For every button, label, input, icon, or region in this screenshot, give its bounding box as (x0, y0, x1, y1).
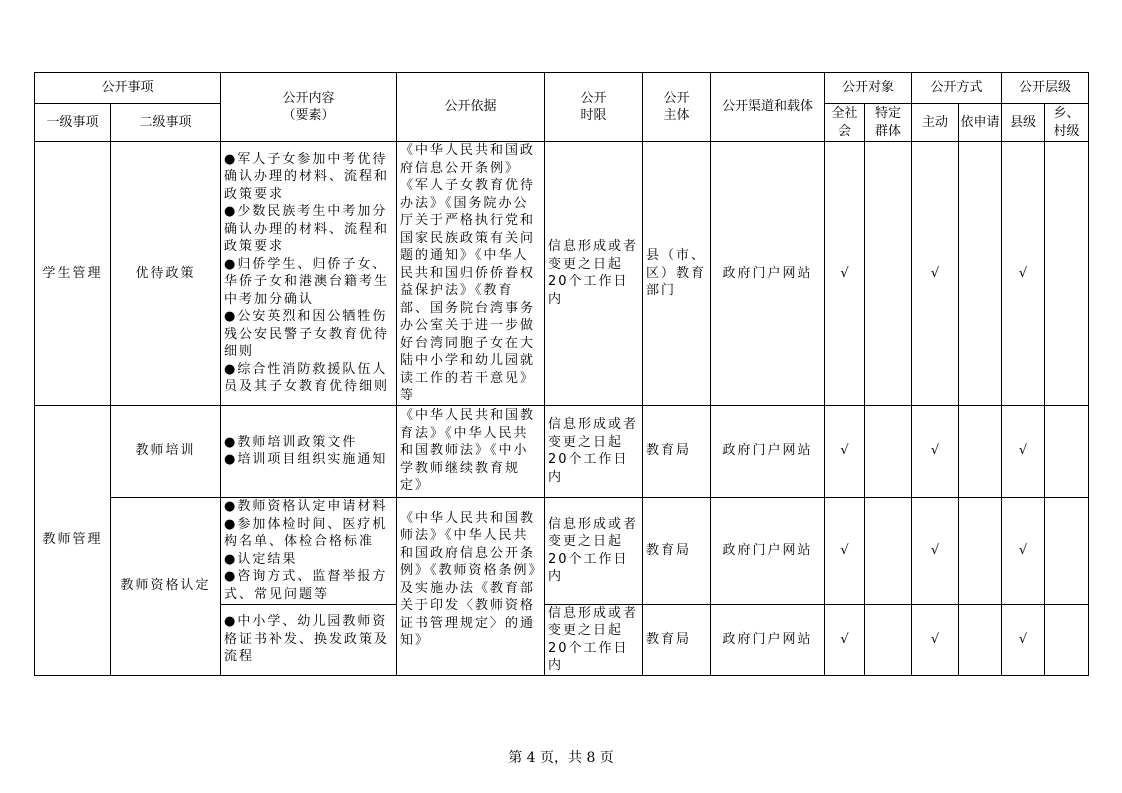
r4-yishenqing-check (959, 604, 1002, 675)
r3-xianji-check: √ (1002, 497, 1045, 604)
disclosure-table (34, 72, 1089, 676)
header-xianji: 县级 (1002, 104, 1045, 142)
header-xiangcun: 乡、 村级 (1045, 104, 1089, 142)
r4-neirong: ●中小学、幼儿园教师资格证书补发、换发政策及流程 (221, 604, 397, 675)
r2-xiangcun-check (1045, 405, 1089, 497)
header-teding: 特定 群体 (865, 104, 912, 142)
table-row (35, 142, 1089, 406)
r1-qudao: 政府门户网站 (711, 142, 825, 406)
header-erji: 二级事项 (111, 104, 221, 142)
r3-zhuti: 教育局 (643, 497, 711, 604)
r3-shixian: 信息形成或者变更之日起20个工作日内 (545, 497, 643, 604)
header-yiju: 公开依据 (397, 73, 545, 142)
table-row (35, 405, 1089, 497)
r1-zhudong-check: √ (912, 142, 959, 406)
header-yishenqing: 依申请 (959, 104, 1002, 142)
r3-qudao: 政府门户网站 (711, 497, 825, 604)
r1-quanshehui-check: √ (825, 142, 865, 406)
header-gongkai-shixiang: 公开事项 (35, 73, 221, 104)
r2-neirong: ●教师培训政策文件 ●培训项目组织实施通知 (221, 405, 397, 497)
r3-xiangcun-check (1045, 497, 1089, 604)
r4-xiangcun-check (1045, 604, 1089, 675)
r2-qudao: 政府门户网站 (711, 405, 825, 497)
header-yiji: 一级事项 (35, 104, 111, 142)
r1-xiangcun-check (1045, 142, 1089, 406)
header-fangshi: 公开方式 (912, 73, 1002, 104)
header-zhuti: 公开 主体 (643, 73, 711, 142)
r1-yiju: 《中华人民共和国政府信息公开条例》《军人子女教育优待办法》《国务院办公厅关于严格执行党和国家民族政策有关问题的通知》《中华人民共和国归侨侨眷权益保护法》《教育部、国务院台湾事务办公室关于进一步做好台湾同胞子女在大陆中小学和幼儿园就读工作的若干意见》等 (397, 142, 545, 406)
r1-erji: 优待政策 (111, 142, 221, 406)
r2-erji: 教师培训 (111, 405, 221, 497)
r3-zhudong-check: √ (912, 497, 959, 604)
r1-neirong: ●军人子女参加中考优待确认办理的材料、流程和政策要求 ●少数民族考生中考加分确认办理的材料、流程和政策要求 ●归侨学生、归侨子女、华侨子女和港澳台籍考生中考加分确认 ●公安英烈和因公牺牲伤残公安民警子女教育优待细则 ●综合性消防救援队伍人员及其子女教育优待细则 (221, 142, 397, 406)
header-qudao: 公开渠道和载体 (711, 73, 825, 142)
r1-xianji-check: √ (1002, 142, 1045, 406)
r4-teding-check (865, 604, 912, 675)
r3-neirong: ●教师资格认定申请材料 ●参加体检时间、医疗机构名单、体检合格标准 ●认定结果 ●咨询方式、监督举报方式、常见问题等 (221, 497, 397, 604)
r4-quanshehui-check: √ (825, 604, 865, 675)
r3-erji: 教师资格认定 (111, 497, 221, 675)
r2-yiji: 教师管理 (35, 405, 111, 675)
r4-xianji-check: √ (1002, 604, 1045, 675)
header-cengji: 公开层级 (1002, 73, 1089, 104)
r3-teding-check (865, 497, 912, 604)
r4-shixian: 信息形成或者变更之日起20个工作日内 (545, 604, 643, 675)
r4-zhudong-check: √ (912, 604, 959, 675)
r2-teding-check (865, 405, 912, 497)
r2-yishenqing-check (959, 405, 1002, 497)
r1-shixian: 信息形成或者变更之日起20个工作日内 (545, 142, 643, 406)
r1-yiji: 学生管理 (35, 142, 111, 406)
page-footer: 第 4 页，共 8 页 (508, 750, 614, 766)
r2-shixian: 信息形成或者变更之日起20个工作日内 (545, 405, 643, 497)
table-row (35, 497, 1089, 604)
r2-xianji-check: √ (1002, 405, 1045, 497)
header-neirong: 公开内容 （要素） (221, 73, 397, 142)
r3-quanshehui-check: √ (825, 497, 865, 604)
r2-yiju: 《中华人民共和国教育法》《中华人民共和国教师法》《中小学教师继续教育规定》 (397, 405, 545, 497)
header-quanshehui: 全社 会 (825, 104, 865, 142)
r3-yiju: 《中华人民共和国教师法》《中华人民共和国政府信息公开条例》《教师资格条例》及实施办法《教育部关于印发〈教师资格证书管理规定〉的通知》 (397, 497, 545, 675)
r4-qudao: 政府门户网站 (711, 604, 825, 675)
header-zhudong: 主动 (912, 104, 959, 142)
r4-zhuti: 教育局 (643, 604, 711, 675)
r1-zhuti: 县（市、区）教育部门 (643, 142, 711, 406)
r1-teding-check (865, 142, 912, 406)
header-duixiang: 公开对象 (825, 73, 912, 104)
header-shixian: 公开 时限 (545, 73, 643, 142)
r2-zhuti: 教育局 (643, 405, 711, 497)
r1-yishenqing-check (959, 142, 1002, 406)
r2-zhudong-check: √ (912, 405, 959, 497)
r3-yishenqing-check (959, 497, 1002, 604)
r2-quanshehui-check: √ (825, 405, 865, 497)
